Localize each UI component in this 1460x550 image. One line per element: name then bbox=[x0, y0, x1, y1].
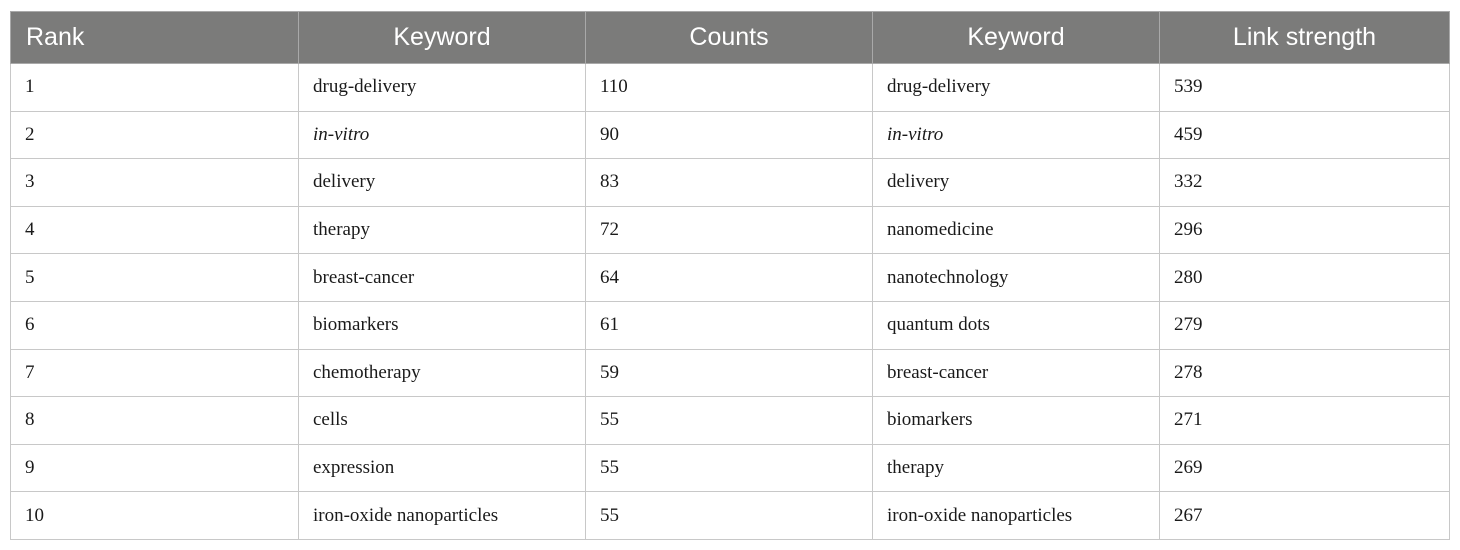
keyword-cell: chemotherapy bbox=[299, 349, 586, 397]
counts-cell: 64 bbox=[586, 254, 873, 302]
table-row bbox=[11, 301, 1450, 349]
keyword-cell: nanotechnology bbox=[873, 254, 1160, 302]
table-body bbox=[11, 64, 1450, 540]
link-strength-cell: 267 bbox=[1160, 492, 1450, 540]
table-row bbox=[11, 349, 1450, 397]
keyword-cell: therapy bbox=[299, 206, 586, 254]
header-keyword-link: Keyword bbox=[873, 12, 1160, 64]
keyword-cell: iron-oxide nanoparticles bbox=[873, 492, 1160, 540]
header-counts: Counts bbox=[586, 12, 873, 64]
rank-cell: 1 bbox=[11, 64, 299, 112]
keyword-cell: therapy bbox=[873, 444, 1160, 492]
link-strength-cell: 280 bbox=[1160, 254, 1450, 302]
keyword-cell: biomarkers bbox=[873, 397, 1160, 445]
table-row bbox=[11, 206, 1450, 254]
keyword-cell: cells bbox=[299, 397, 586, 445]
keyword-cell: nanomedicine bbox=[873, 206, 1160, 254]
keyword-cell: delivery bbox=[873, 159, 1160, 207]
rank-cell: 3 bbox=[11, 159, 299, 207]
counts-cell: 55 bbox=[586, 444, 873, 492]
keyword-cell: breast-cancer bbox=[873, 349, 1160, 397]
table-row bbox=[11, 111, 1450, 159]
keyword-cell: drug-delivery bbox=[299, 64, 586, 112]
table-row bbox=[11, 444, 1450, 492]
header-row bbox=[11, 12, 1450, 64]
keyword-cell: in-vitro bbox=[873, 111, 1160, 159]
link-strength-cell: 278 bbox=[1160, 349, 1450, 397]
table-row bbox=[11, 159, 1450, 207]
rank-cell: 9 bbox=[11, 444, 299, 492]
counts-cell: 110 bbox=[586, 64, 873, 112]
table-row bbox=[11, 64, 1450, 112]
keyword-cell: expression bbox=[299, 444, 586, 492]
keyword-table bbox=[10, 11, 1450, 540]
keyword-cell: in-vitro bbox=[299, 111, 586, 159]
counts-cell: 90 bbox=[586, 111, 873, 159]
rank-cell: 10 bbox=[11, 492, 299, 540]
counts-cell: 55 bbox=[586, 492, 873, 540]
counts-cell: 59 bbox=[586, 349, 873, 397]
header-link-strength: Link strength bbox=[1160, 12, 1450, 64]
counts-cell: 61 bbox=[586, 301, 873, 349]
table-row bbox=[11, 492, 1450, 540]
link-strength-cell: 296 bbox=[1160, 206, 1450, 254]
table-row bbox=[11, 254, 1450, 302]
table-header bbox=[11, 12, 1450, 64]
keyword-cell: iron-oxide nanoparticles bbox=[299, 492, 586, 540]
keyword-cell: delivery bbox=[299, 159, 586, 207]
link-strength-cell: 332 bbox=[1160, 159, 1450, 207]
link-strength-cell: 279 bbox=[1160, 301, 1450, 349]
counts-cell: 72 bbox=[586, 206, 873, 254]
rank-cell: 6 bbox=[11, 301, 299, 349]
rank-cell: 5 bbox=[11, 254, 299, 302]
header-rank: Rank bbox=[11, 12, 299, 64]
keyword-cell: biomarkers bbox=[299, 301, 586, 349]
counts-cell: 83 bbox=[586, 159, 873, 207]
link-strength-cell: 539 bbox=[1160, 64, 1450, 112]
rank-cell: 2 bbox=[11, 111, 299, 159]
link-strength-cell: 459 bbox=[1160, 111, 1450, 159]
counts-cell: 55 bbox=[586, 397, 873, 445]
table-row bbox=[11, 397, 1450, 445]
header-keyword-counts: Keyword bbox=[299, 12, 586, 64]
keyword-cell: quantum dots bbox=[873, 301, 1160, 349]
keyword-cell: drug-delivery bbox=[873, 64, 1160, 112]
rank-cell: 4 bbox=[11, 206, 299, 254]
link-strength-cell: 269 bbox=[1160, 444, 1450, 492]
link-strength-cell: 271 bbox=[1160, 397, 1450, 445]
keyword-cell: breast-cancer bbox=[299, 254, 586, 302]
rank-cell: 8 bbox=[11, 397, 299, 445]
rank-cell: 7 bbox=[11, 349, 299, 397]
